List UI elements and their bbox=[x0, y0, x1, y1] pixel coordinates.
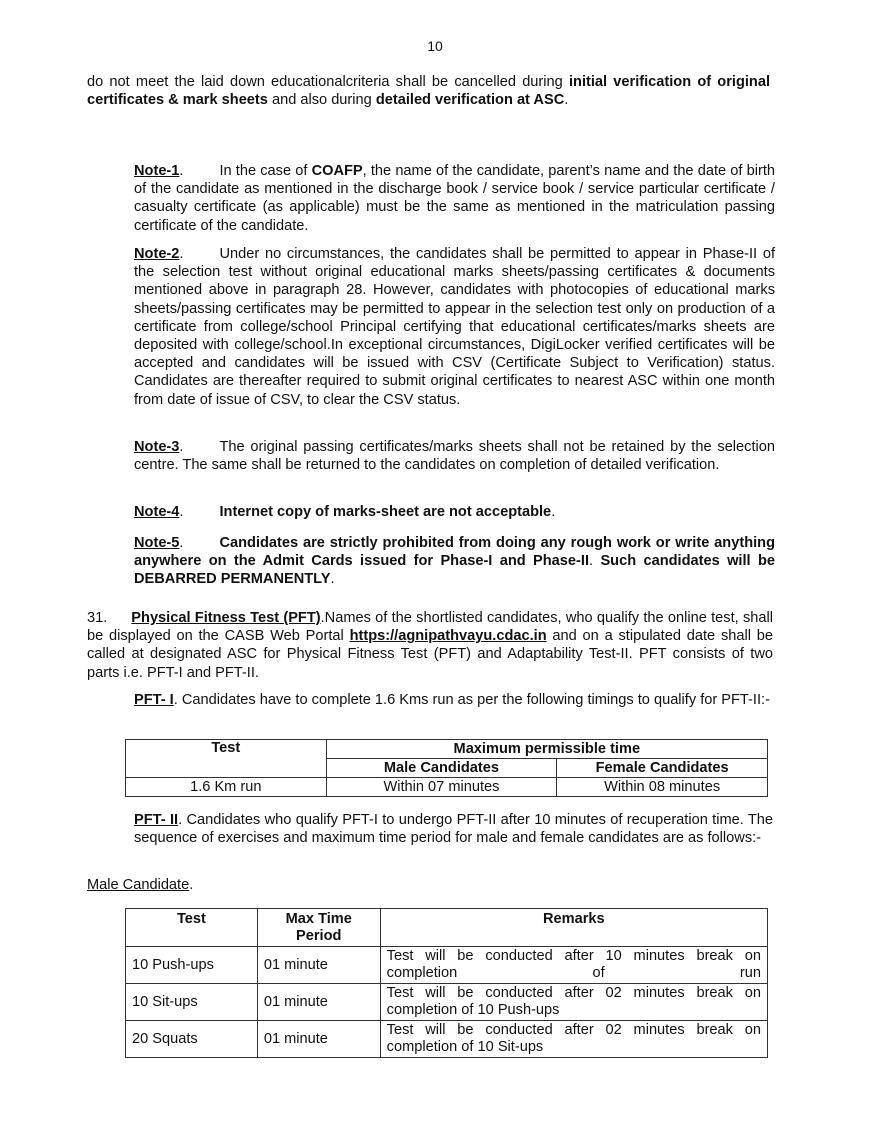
note-5-text: . bbox=[589, 553, 601, 570]
para-31-text-1: .Names of the shortlisted candidates, who qualify the online test, shall be displayed on the CASB Web Portal bbox=[87, 610, 773, 645]
page-number: 10 bbox=[427, 38, 443, 54]
male-candidate-heading bbox=[87, 876, 387, 894]
note-5 bbox=[134, 534, 775, 589]
note-4-dot: . bbox=[179, 504, 184, 520]
note-3-label: Note-3 bbox=[134, 439, 180, 455]
table-cell-time: 01 minute bbox=[257, 947, 380, 984]
para-31-text-2: and on a stipulated date shall be called at designated ASC for Physical Fitness Test (PFT) and Adaptability Test-II. PFT consists of two parts i.e. PFT-I and PFT-II. bbox=[87, 628, 773, 681]
para-31 bbox=[87, 609, 773, 682]
table-cell-test: 10 Sit-ups bbox=[126, 984, 258, 1021]
note-2-label: Note-2 bbox=[134, 246, 180, 262]
note-4 bbox=[134, 503, 775, 521]
run-table-header-max-time: Maximum permissible time bbox=[326, 740, 767, 759]
intro-text-1: do not meet the laid down educationalcriteria shall be cancelled during bbox=[87, 74, 569, 90]
intro-bold-1: initial verification of original certificates & mark sheets bbox=[87, 74, 771, 109]
pft-2-label: PFT- II bbox=[134, 812, 179, 828]
table-cell-test: 10 Push-ups bbox=[126, 947, 258, 984]
note-2-text: Under no circumstances, the candidates shall be permitted to appear in Phase-II of the selection test without original educational marks sheets/passing certificates & documents mentioned above in paragraph 28. However, candidates with photocopies of educational marks sheets/passing certificates may be permitted to appear in the selection test only on production of a certificate from college/school Principal certifying that educational certificates/marks sheets are deposited with college/school.In exceptional circumstances, DigiLocker verified certificates will be accepted and candidates will be issued with CSV (Certificate Subject to Verification) status. Candidates are thereafter required to submit original certificates to nearest ASC within one month from date of issue of CSV, to clear the CSV status. bbox=[134, 246, 775, 408]
pft-1-text: . Candidates have to complete 1.6 Kms run as per the following timings to qualify for PFT-II:- bbox=[173, 692, 770, 708]
note-1-label: Note-1 bbox=[134, 163, 180, 179]
note-1-dot: . bbox=[179, 163, 184, 179]
note-3-dot: . bbox=[179, 439, 184, 455]
para-31-number: 31. bbox=[87, 610, 108, 626]
note-4-label: Note-4 bbox=[134, 504, 180, 520]
table-cell-time: 01 minute bbox=[257, 1021, 380, 1058]
run-table-header-female: Female Candidates bbox=[557, 759, 768, 778]
male-exercise-table bbox=[125, 908, 768, 1058]
note-3-text: The original passing certificates/marks sheets shall not be retained by the selection centre. The same shall be returned to the candidates on completion of detailed verification. bbox=[134, 439, 775, 474]
run-table-cell-test: 1.6 Km run bbox=[126, 778, 327, 797]
note-3 bbox=[134, 438, 775, 474]
pft-1-paragraph bbox=[134, 691, 773, 709]
run-table-header-male: Male Candidates bbox=[326, 759, 557, 778]
intro-paragraph bbox=[87, 73, 770, 109]
table-cell-test: 20 Squats bbox=[126, 1021, 258, 1058]
table-row bbox=[126, 947, 768, 984]
table-cell-remarks: Test will be conducted after 10 minutes break on completion of run bbox=[380, 947, 767, 984]
note-1 bbox=[134, 162, 775, 235]
pft-1-label: PFT- I bbox=[134, 692, 174, 708]
run-table-cell-male: Within 07 minutes bbox=[326, 778, 557, 797]
run-timing-table bbox=[125, 739, 768, 797]
male-table-header-time: Max Time Period bbox=[257, 909, 380, 947]
note-5-label: Note-5 bbox=[134, 535, 180, 551]
intro-bold-2: detailed verification at ASC bbox=[375, 92, 565, 109]
table-row bbox=[126, 1021, 768, 1058]
note-1-bold: COAFP bbox=[311, 163, 363, 179]
note-2 bbox=[134, 245, 775, 409]
note-5-bold-1: Candidates are strictly prohibited from doing any rough work or write anything anywhere on the Admit Cards issued for Phase-I and Phase-II bbox=[134, 535, 775, 570]
male-candidate-end: . bbox=[189, 877, 194, 893]
table-cell-remarks: Test will be conducted after 02 minutes break on completion of 10 Sit-ups bbox=[380, 1021, 767, 1058]
note-5-bold-2: Such candidates will be DEBARRED PERMANENTLY bbox=[134, 553, 775, 588]
male-table-header-test: Test bbox=[126, 909, 258, 947]
note-5-end: . bbox=[330, 571, 335, 588]
note-1-text-2: , the name of the candidate, parent’s name and the date of birth of the candidate as mentioned in the discharge book / service book / service particular certificate / casualty certificate (as applicable) must be the same as mentioned in the matriculation passing certificate of the candidate. bbox=[134, 163, 775, 234]
note-5-dot: . bbox=[179, 535, 184, 551]
note-4-end: . bbox=[551, 504, 556, 520]
para-31-heading: Physical Fitness Test (PFT) bbox=[131, 610, 321, 626]
male-candidate-label: Male Candidate bbox=[87, 877, 190, 893]
note-4-bold: Internet copy of marks-sheet are not acceptable bbox=[219, 504, 552, 520]
note-2-dot: . bbox=[179, 246, 184, 262]
pft-2-paragraph bbox=[134, 811, 773, 847]
portal-link[interactable]: https://agnipathvayu.cdac.in bbox=[349, 628, 547, 645]
table-cell-time: 01 minute bbox=[257, 984, 380, 1021]
pft-2-text: . Candidates who qualify PFT-I to undergo PFT-II after 10 minutes of recuperation time. The sequence of exercises and maximum time period for male and female candidates are as follows:- bbox=[134, 812, 774, 847]
intro-text-3: . bbox=[564, 92, 569, 109]
table-cell-remarks: Test will be conducted after 02 minutes break on completion of 10 Push-ups bbox=[380, 984, 767, 1021]
note-1-text-1: In the case of bbox=[219, 163, 312, 179]
run-table-header-test: Test bbox=[126, 740, 327, 778]
table-row bbox=[126, 984, 768, 1021]
intro-text-2: and also during bbox=[267, 92, 376, 109]
run-table-cell-female: Within 08 minutes bbox=[557, 778, 768, 797]
male-table-header-remarks: Remarks bbox=[380, 909, 767, 947]
